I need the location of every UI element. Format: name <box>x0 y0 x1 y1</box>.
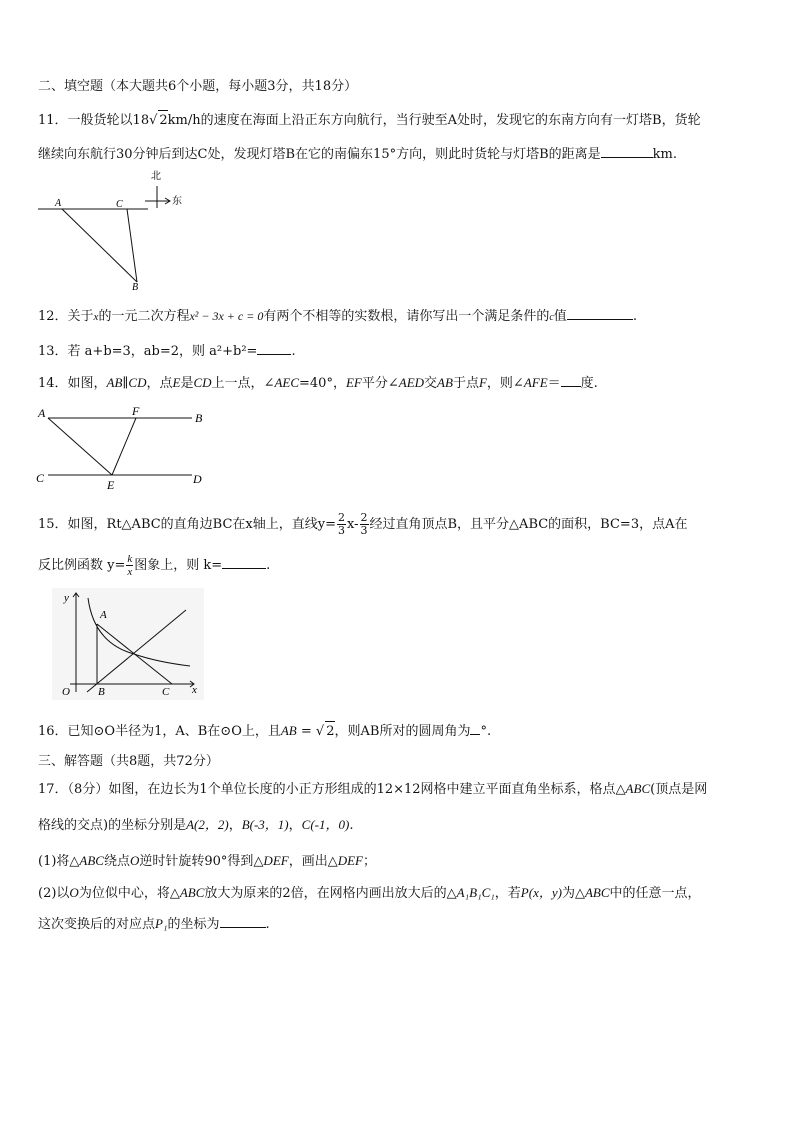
sqrt-symbol: √ <box>149 113 158 128</box>
label-a: A <box>38 406 46 420</box>
label-b: B <box>195 411 203 425</box>
question-16: 16．已知⊙O半径为1，A、B在⊙O上，且AB = √ 2，则AB所对的圆周角为 °. <box>38 721 491 742</box>
question-15-line-1: 15．如图，Rt△ABC的直角边BC在x轴上，直线y= $\frac{2}{3}$ x- $\frac{2}{3}$ 经过直角顶点B，且平分△ABC的面积，BC=3，点A在 <box>38 511 688 537</box>
label-d: D <box>193 472 202 486</box>
question-15-line-2: 反比例函数 y= $\frac{k}{x}$ 图象上，则 k= . <box>38 553 271 578</box>
question-11-line-1: 11．一般货轮以18√ 2km/h的速度在海面上沿正东方向航行，当行驶至A处时，发现它的东南方向有一灯塔B，货轮 <box>38 110 701 131</box>
answer-blank[interactable] <box>561 373 581 387</box>
question-14: 14．如图，AB∥CD，点E是CD上一点，∠AEC=40°，EF平分∠AED交AB于点F，则∠AFE＝ 度. <box>38 375 598 391</box>
answer-blank[interactable] <box>567 306 633 320</box>
label-c: C <box>116 199 123 210</box>
question-17-part-2: (2)以O为位似中心，将△ABC放大为原来的2倍，在网格内画出放大后的△A₁B₁C₁，若P(x，y)为△ABC中的任意一点， <box>38 885 701 901</box>
section-3-heading: 三、解答题（共8题，共72分） <box>38 754 219 769</box>
question-17-part-2-answer: 这次变换后的对应点P₁的坐标为 . <box>38 916 270 932</box>
label-o: O <box>62 686 70 698</box>
question-13: 13．若 a+b=3，ab=2，则 a²+b²= . <box>38 341 296 362</box>
label-y: y <box>64 592 69 604</box>
answer-blank[interactable] <box>222 555 266 569</box>
label-c: C <box>36 471 45 485</box>
label-b: B <box>98 686 105 698</box>
answer-blank[interactable] <box>257 341 291 355</box>
label-a: A <box>100 609 107 621</box>
label-north: 北 <box>151 171 161 182</box>
line-fe <box>112 418 136 475</box>
label-c: C <box>162 686 170 698</box>
label-east: 东 <box>172 196 182 207</box>
figure-background <box>52 588 204 700</box>
fraction: $\frac{k}{x}$ <box>127 553 133 578</box>
line-ab <box>62 209 137 282</box>
question-17-part-1: (1)将△ABC绕点O逆时针旋转90°得到△DEF，画出△DEF； <box>38 853 377 869</box>
answer-blank[interactable] <box>470 721 480 735</box>
figure-q11 <box>30 166 200 291</box>
fraction: $\frac{2}{3}$ <box>338 511 345 537</box>
label-x: x <box>192 684 197 696</box>
answer-blank[interactable] <box>220 914 266 928</box>
question-12: 12．关于x的一元二次方程x² − 3x + c = 0有两个不相等的实数根，请你写出一个满足条件的c值 . <box>38 306 637 328</box>
fraction: $\frac{2}{3}$ <box>360 511 368 537</box>
line-ae <box>48 418 112 475</box>
figure-q15 <box>52 588 204 700</box>
answer-blank[interactable] <box>601 144 653 158</box>
question-11-line-2: 继续向东航行30分钟后到达C处，发现灯塔B在它的南偏东15°方向，则此时货轮与灯塔B的距离是 km. <box>38 144 677 165</box>
figure-q14 <box>30 402 220 492</box>
question-17-line-1: 17．（8分）如图，在边长为1个单位长度的小正方形组成的12×12网格中建立平面直角坐标系，格点△ABC(顶点是网 <box>38 781 708 797</box>
label-e: E <box>107 478 115 492</box>
section-2-heading: 二、填空题（本大题共6个小题，每小题3分，共18分） <box>38 79 358 94</box>
label-a: A <box>55 198 62 209</box>
label-f: F <box>132 404 140 418</box>
line-cb <box>127 209 137 282</box>
question-17-line-2: 格线的交点)的坐标分别是A(2，2)，B(-3，1)，C(-1，0). <box>38 817 354 833</box>
label-b: B <box>132 282 139 291</box>
sqrt-symbol: √ <box>315 724 325 739</box>
